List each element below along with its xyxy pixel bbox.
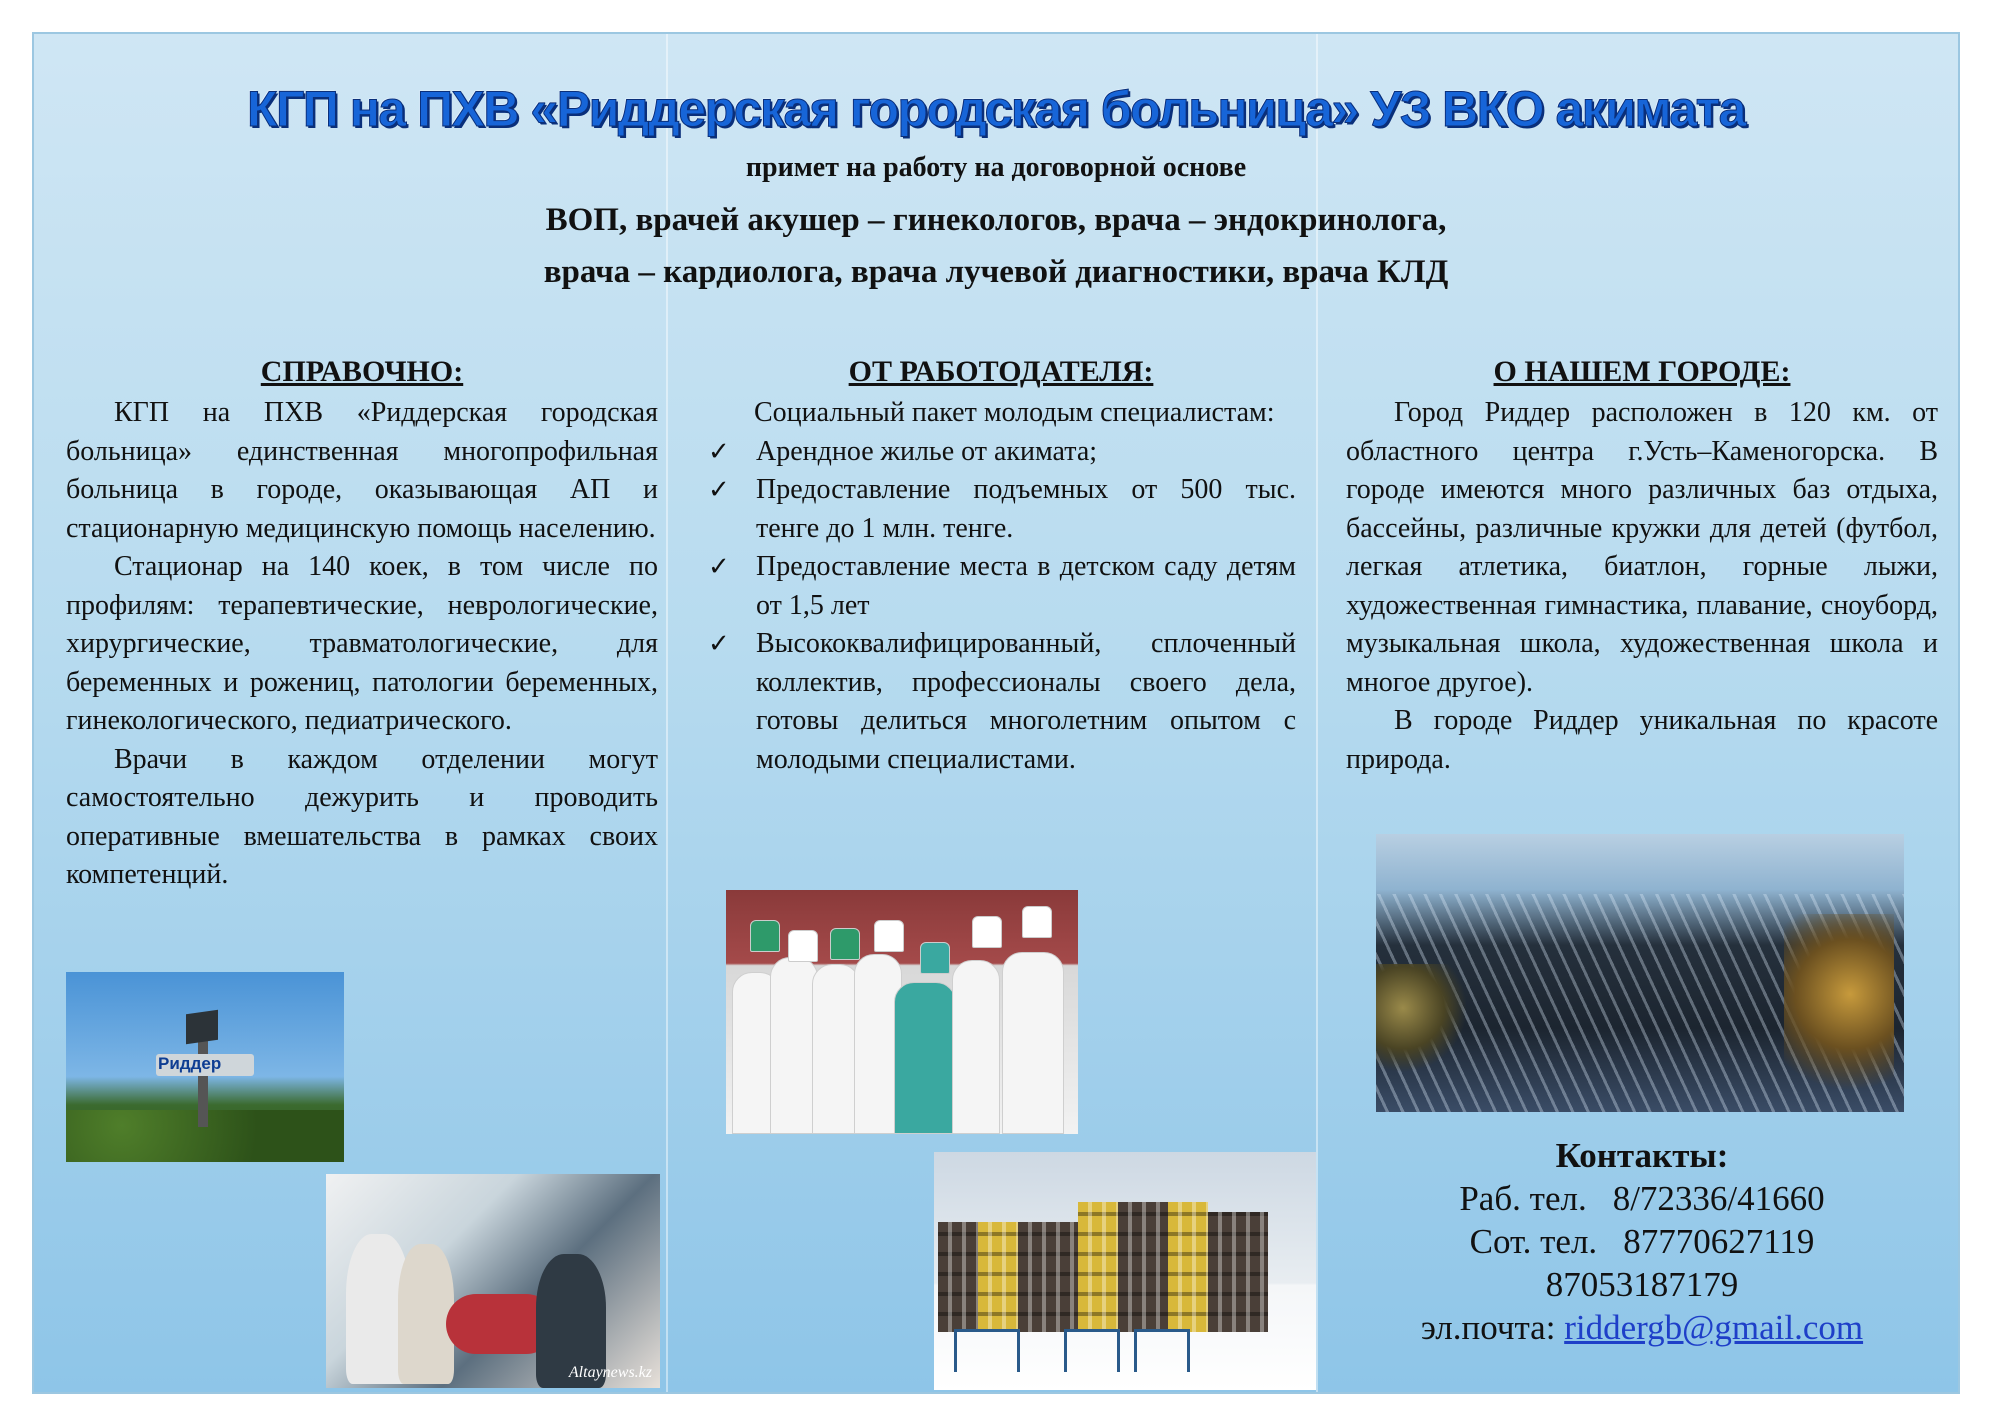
email-label: эл.почта: (1420, 1308, 1556, 1347)
city-sign-photo (66, 972, 344, 1162)
mobile-phone-label: Сот. тел. (1469, 1222, 1598, 1261)
brochure-sheet (32, 32, 1960, 1394)
mobile-phone-2[interactable]: 87053187179 (1545, 1265, 1739, 1304)
email-link[interactable]: riddergb@gmail.com (1564, 1308, 1864, 1347)
hospital-title: КГП на ПХВ «Риддерская городская больница» УЗ ВКО акимата (247, 81, 1745, 137)
hospital-building-photo (934, 1152, 1316, 1390)
mobile-phone-1[interactable]: 87770627119 (1623, 1222, 1815, 1261)
city-column (1346, 352, 1938, 779)
mobile-phone-row (1346, 1220, 1938, 1263)
benefit-item: ✓ Предоставление места в детском саду детям от 1,5 лет (706, 548, 1296, 625)
checkmark-icon: ✓ (708, 552, 730, 582)
winter-forest-photo (1376, 834, 1904, 1112)
employer-heading: ОТ РАБОТОДАТЕЛЯ: (848, 355, 1154, 388)
reference-paragraph-1: КГП на ПХВ «Риддерская городская больница» единственная многопрофильная больница в городе, оказывающая АП и стационарную медицинскую помощь населению. (66, 397, 658, 544)
city-sign-text: Риддер (158, 1054, 222, 1073)
benefit-item: ✓ Арендное жилье от акимата; (706, 433, 1296, 472)
work-phone[interactable]: 8/72336/41660 (1612, 1179, 1825, 1218)
benefit-item: ✓ Предоставление подъемных от 500 тыс. тенге до 1 млн. тенге. (706, 471, 1296, 548)
positions-line-1: ВОП, врачей акушер – гинекологов, врача – эндокринолога, (545, 202, 1447, 238)
email-row (1346, 1306, 1938, 1349)
reference-column (66, 352, 658, 895)
reference-paragraph-3: Врачи в каждом отделении могут самостоятельно дежурить и проводить оперативные вмешательства в рамках своих компетенций. (66, 743, 658, 890)
employer-intro: Социальный пакет молодым специалистам: (754, 397, 1275, 428)
work-phone-label: Раб. тел. (1459, 1179, 1587, 1218)
positions-line-2: врача – кардиолога, врача лучевой диагностики, врача КЛД (543, 254, 1449, 290)
operating-room-photo (326, 1174, 660, 1388)
work-phone-row (1346, 1177, 1938, 1220)
contacts-heading: Контакты: (1555, 1136, 1729, 1175)
city-paragraph-2: В городе Риддер уникальная по красоте природа. (1346, 705, 1938, 775)
reference-heading: СПРАВОЧНО: (260, 355, 464, 388)
benefits-list (706, 433, 1296, 780)
employer-column (706, 352, 1296, 779)
checkmark-icon: ✓ (708, 629, 730, 659)
checkmark-icon: ✓ (708, 436, 730, 467)
positions-list (34, 194, 1958, 298)
city-heading: О НАШЕМ ГОРОДЕ: (1493, 355, 1791, 388)
mobile-phone-2-row (1346, 1263, 1938, 1306)
benefit-item: ✓ Высококвалифицированный, сплоченный коллектив, профессионалы своего дела, готовы делиться многолетним опытом с молодыми специалистами. (706, 625, 1296, 779)
photo-watermark: Altaynews.kz (568, 1364, 652, 1381)
reference-paragraph-2: Стационар на 140 коек, в том числе по профилям: терапевтические, неврологические, хирургические, травматологические, для беременных и рожениц, патологии беременных, гинекологического, педиатрического. (66, 551, 658, 736)
hiring-subtitle: примет на работу на договорной основе (745, 152, 1247, 183)
checkmark-icon: ✓ (708, 475, 730, 505)
contacts-block (1346, 1134, 1938, 1349)
medical-staff-photo (726, 890, 1078, 1134)
city-paragraph-1: Город Риддер расположен в 120 км. от областного центра г.Усть–Каменогорска. В городе имеются много различных баз отдыха, бассейны, различные кружки для детей (футбол, легкая атлетика, биатлон, горные лыжи, художественная гимнастика, плавание, сноуборд, музыкальная школа, художественная школа и многое другое). (1346, 397, 1938, 698)
